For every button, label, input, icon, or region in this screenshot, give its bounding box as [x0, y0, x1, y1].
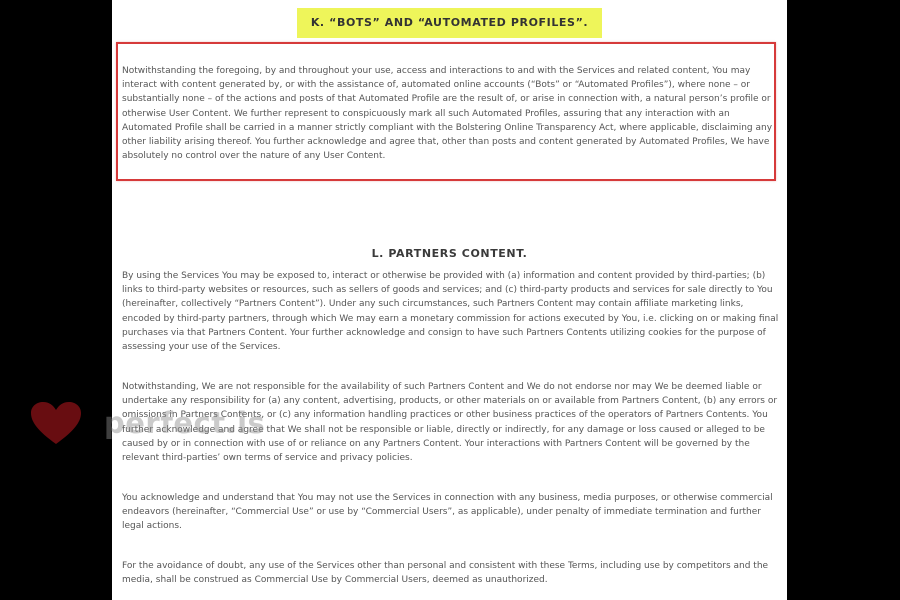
document-page — [112, 0, 787, 600]
heart-icon — [30, 402, 82, 446]
section-k-title — [112, 8, 787, 38]
section-l-paragraph-3: You acknowledge and understand that You may not use the Services in connection with any business, media purposes, or otherwise commercial endeavors (hereinafter, “Commercial Use” or use by “Commercial Users”, as applicable), under penalty of immediate termination and further legal actions. — [122, 493, 773, 532]
section-l-paragraph-2: Notwithstanding, We are not responsible for the availability of such Partners Content and We do not endorse nor may We be deemed liable or undertake any responsibility for (a) any content, advertising, products, or other materials on or available from Partners Content, (b) any errors or omissions in Partners Contents, or (c) any information handling practices or other business practices of the operators of Partners Contents. You further acknowledge and agree that We shall not be responsible or liable, directly or indirectly, for any damage or loss caused or alleged to be caused by or in connection with use of or reliance on any Partners Content. Your interactions with Partners Content will be governed by the relevant third-parties’ own terms of service and privacy policies. — [122, 382, 778, 464]
section-k-title-highlight: K. “BOTS” AND “AUTOMATED PROFILES”. — [297, 8, 602, 38]
section-l-paragraph-4: For the avoidance of doubt, any use of the Services other than personal and consistent with these Terms, including use by competitors and the media, shall be construed as Commercial Use by Commercial Users, deemed as unauthorized. — [122, 561, 769, 586]
section-l-paragraph-1: By using the Services You may be exposed to, interact or otherwise be provided with (a) information and content provided by third-parties; (b) links to third-party websites or resources, such as sellers of goods and services; and (c) third-party products and services for sale directly to You (hereinafter, collectively “Partners Content”). Under any such circumstances, such Partners Content may contain affiliate marketing links, encoded by third-party partners, through which We may earn a monetary commission for actions executed by You, i.e. clicking on or making final purchases via that Partners Content. Your further acknowledge and consign to have such Partners Contents utilizing cookies for the purpose of assessing your use of the Services. — [122, 271, 779, 353]
watermark-text: perfect.is — [104, 406, 266, 440]
section-k-paragraph: Notwithstanding the foregoing, by and throughout your use, access and interactions to and with the Services and related content, You may interact with content generated by, or with the assistance of, automated online accounts (“Bots” or “Automated Profiles”), where none – or substantially none – of the actions and posts of that Automated Profile are the result of, or arise in connection with, a natural person’s profile or otherwise User Content. We further represent to conspicuously mark all such Automated Profiles, assuring that any interaction with an Automated Profile shall be carried in a manner strictly compliant with the Bolstering Online Transparency Act, where applicable, disclaiming any other liability arising thereof. You further acknowledge and agree that, other than posts and content generated by Automated Profiles, We have absolutely no control over the nature of any User Content. — [122, 66, 773, 162]
section-l-title: L. PARTNERS CONTENT. — [371, 247, 528, 260]
